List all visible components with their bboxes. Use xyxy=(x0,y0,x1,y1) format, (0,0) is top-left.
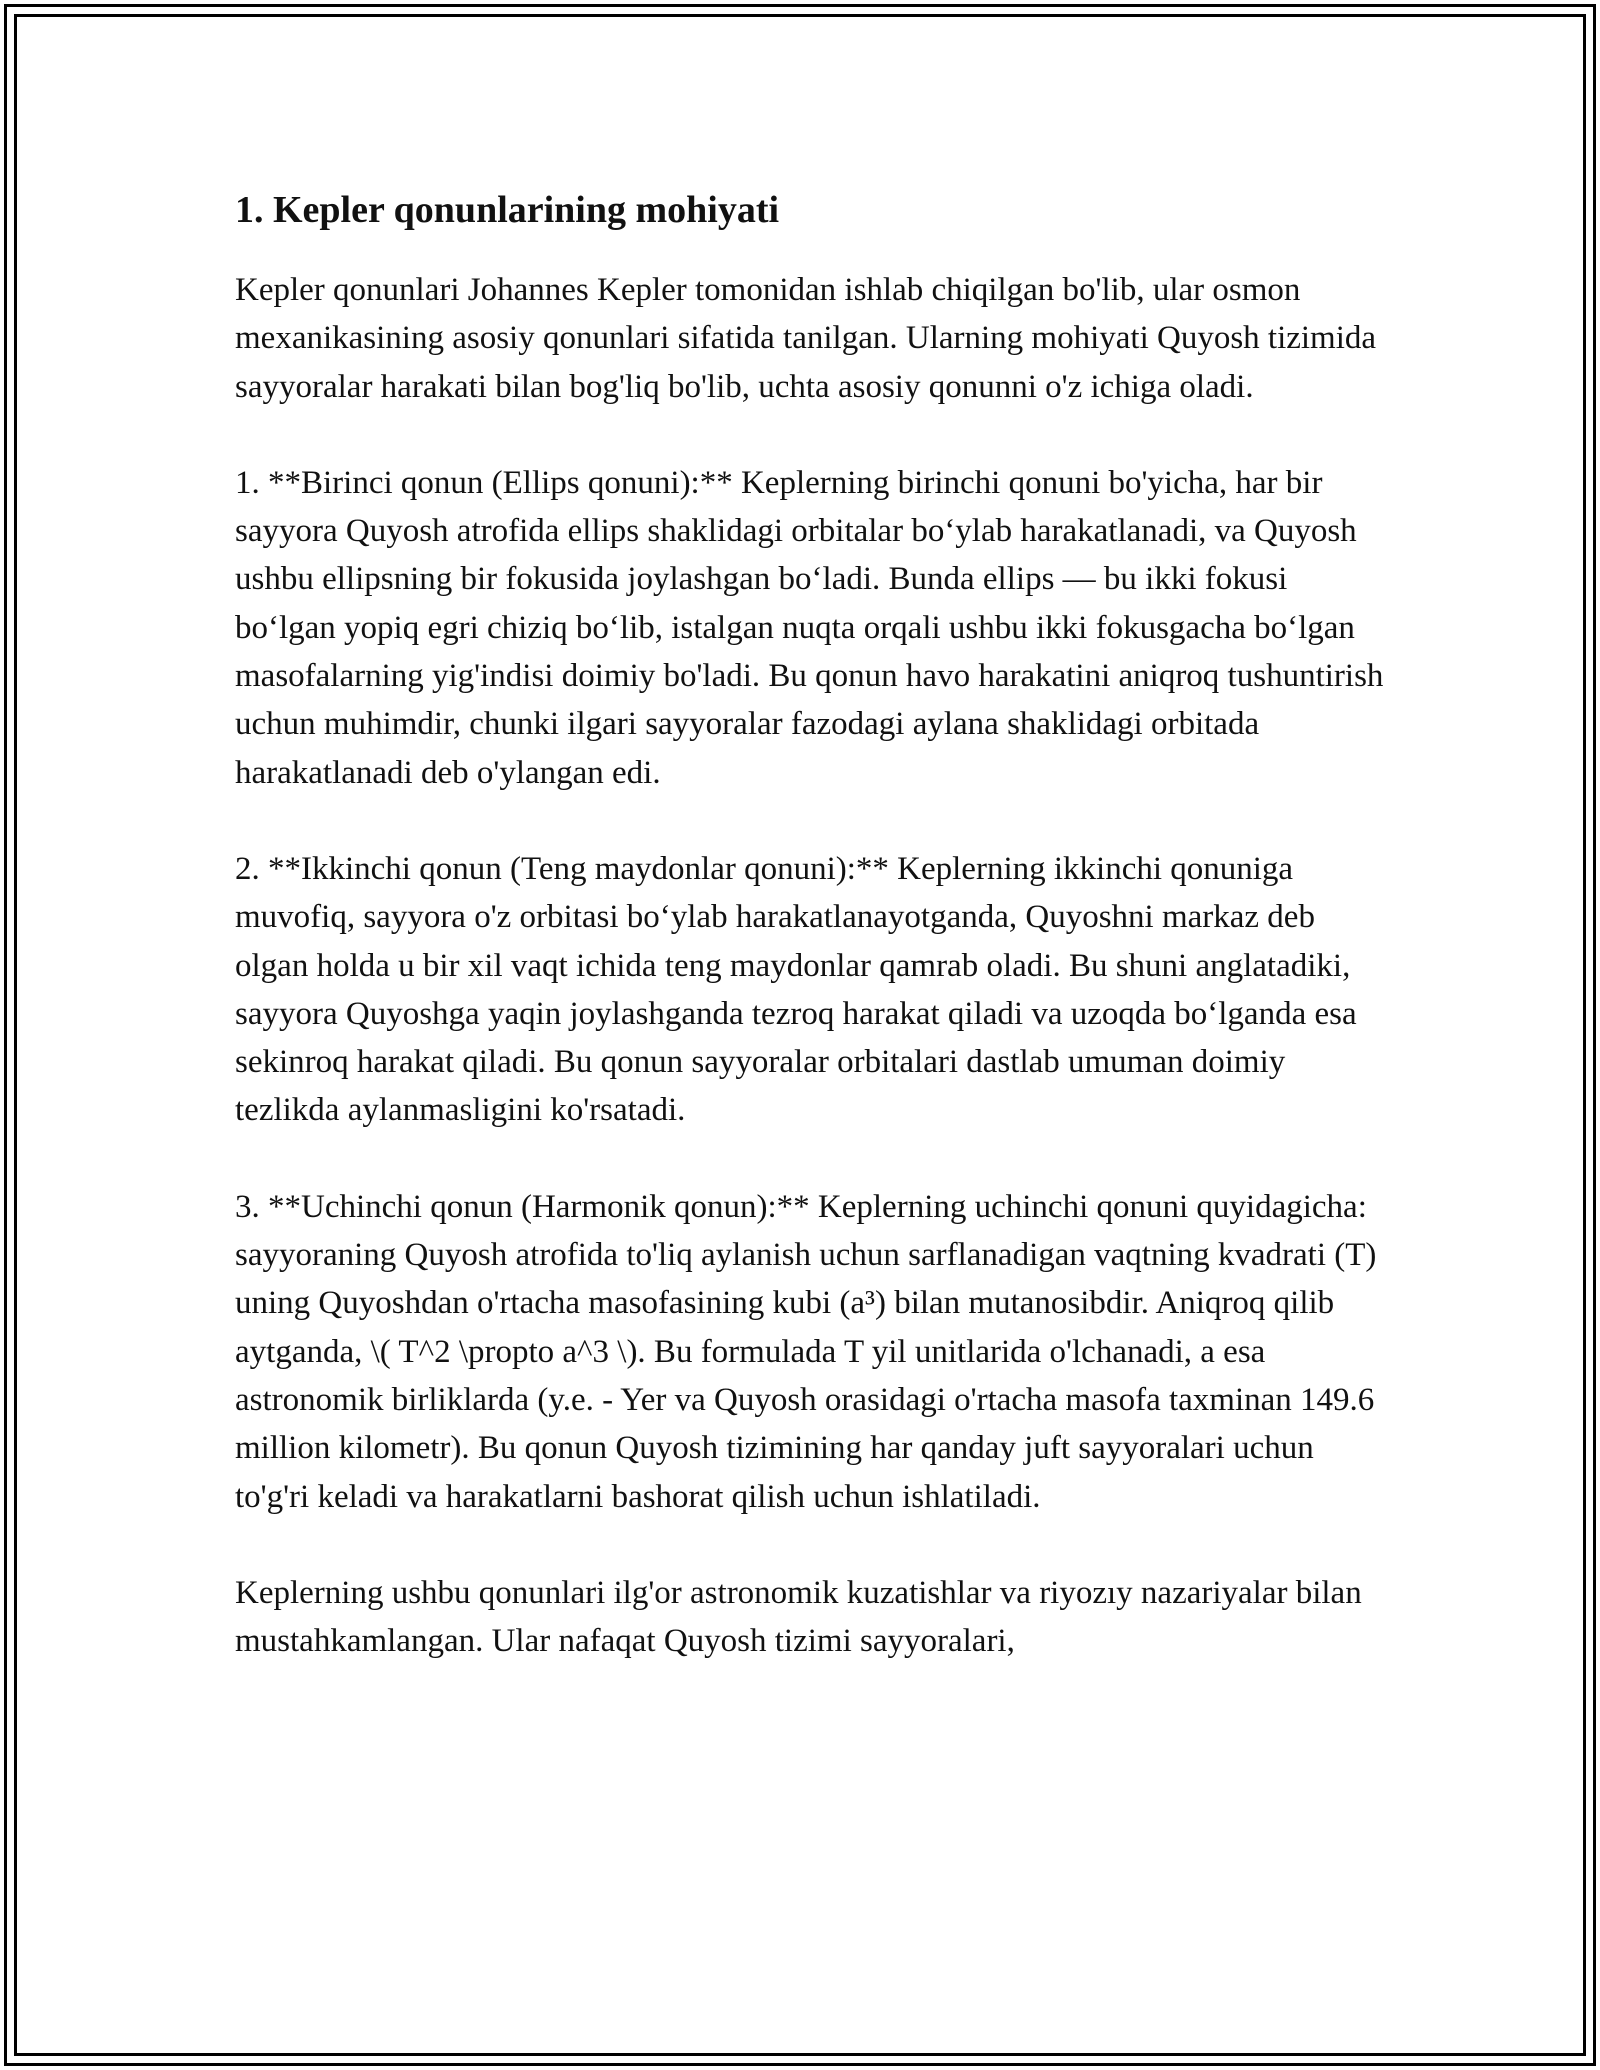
second-law-paragraph: 2. **Ikkinchi qonun (Teng maydonlar qonuni):** Keplerning ikkinchi qonuniga muvofiq, sayyora o'z orbitasi bo‘ylab harakatlanayotganda, Quyoshni markaz deb olgan holda u bir xil vaqt ichida teng maydonlar qamrab oladi. Bu shuni anglatadiki, sayyora Quyoshga yaqin joylashganda tezroq harakat qiladi va uzoqda bo‘lganda esa sekinroq harakat qiladi. Bu qonun sayyoralar orbitalari dastlab umuman doimiy tezlikda aylanmasligini ko'rsatadi. xyxy=(235,850,1357,1129)
section-heading: 1. Kepler qonunlarining mohiyati xyxy=(235,189,780,231)
intro-paragraph: Kepler qonunlari Johannes Kepler tomonidan ishlab chiqilgan bo'lib, ular osmon mexanikasining asosiy qonunlari sifatida tanilgan. Ularning mohiyati Quyosh tizimida sayyoralar harakati bilan bog'liq bo'lib, uchta asosiy qonunni o'z ichiga oladi. xyxy=(235,272,1377,405)
conclusion-paragraph: Keplerning ushbu qonunlari ilg'or astronomik kuzatishlar va riyozıy nazariyalar bilan mustahkamlangan. Ular nafaqat Quyosh tizimi sayyoralari, xyxy=(235,1574,1362,1660)
document-body xyxy=(235,186,1385,1713)
first-law-paragraph: 1. **Birinci qonun (Ellips qonuni):** Keplerning birinchi qonuni bo'yicha, har bir sayyora Quyosh atrofida ellips shaklidagi orbitalar bo‘ylab harakatlanadi, va Quyosh ushbu ellipsning bir fokusida joylashgan bo‘ladi. Bunda ellips — bu ikki fokusi bo‘lgan yopiq egri chiziq bo‘lib, istalgan nuqta orqali ushbu ikki fokusgacha bo‘lgan masofalarning yig'indisi doimiy bo'ladi. Bu qonun havo harakatini aniqroq tushuntirish uchun muhimdir, chunki ilgari sayyoralar fazodagi aylana shaklidagi orbitada harakatlanadi deb o'ylangan edi. xyxy=(235,464,1384,791)
third-law-paragraph: 3. **Uchinchi qonun (Harmonik qonun):** Keplerning uchinchi qonuni quyidagicha: sayyoraning Quyosh atrofida to'liq aylanish uchun sarflanadigan vaqtning kvadrati (T) uning Quyoshdan o'rtacha masofasining kubi (a³) bilan mutanosibdir. Aniqroq qilib aytganda, \( T^2 \propto a^3 \). Bu formulada T yil unitlarida o'lchanadi, a esa astronomik birliklarda (y.e. - Yer va Quyosh orasidagi o'rtacha masofa taxminan 149.6 million kilometr). Bu qonun Quyosh tizimining har qanday juft sayyoralari uchun to'g'ri keladi va harakatlarni bashorat qilish uchun ishlatiladi. xyxy=(235,1188,1377,1515)
